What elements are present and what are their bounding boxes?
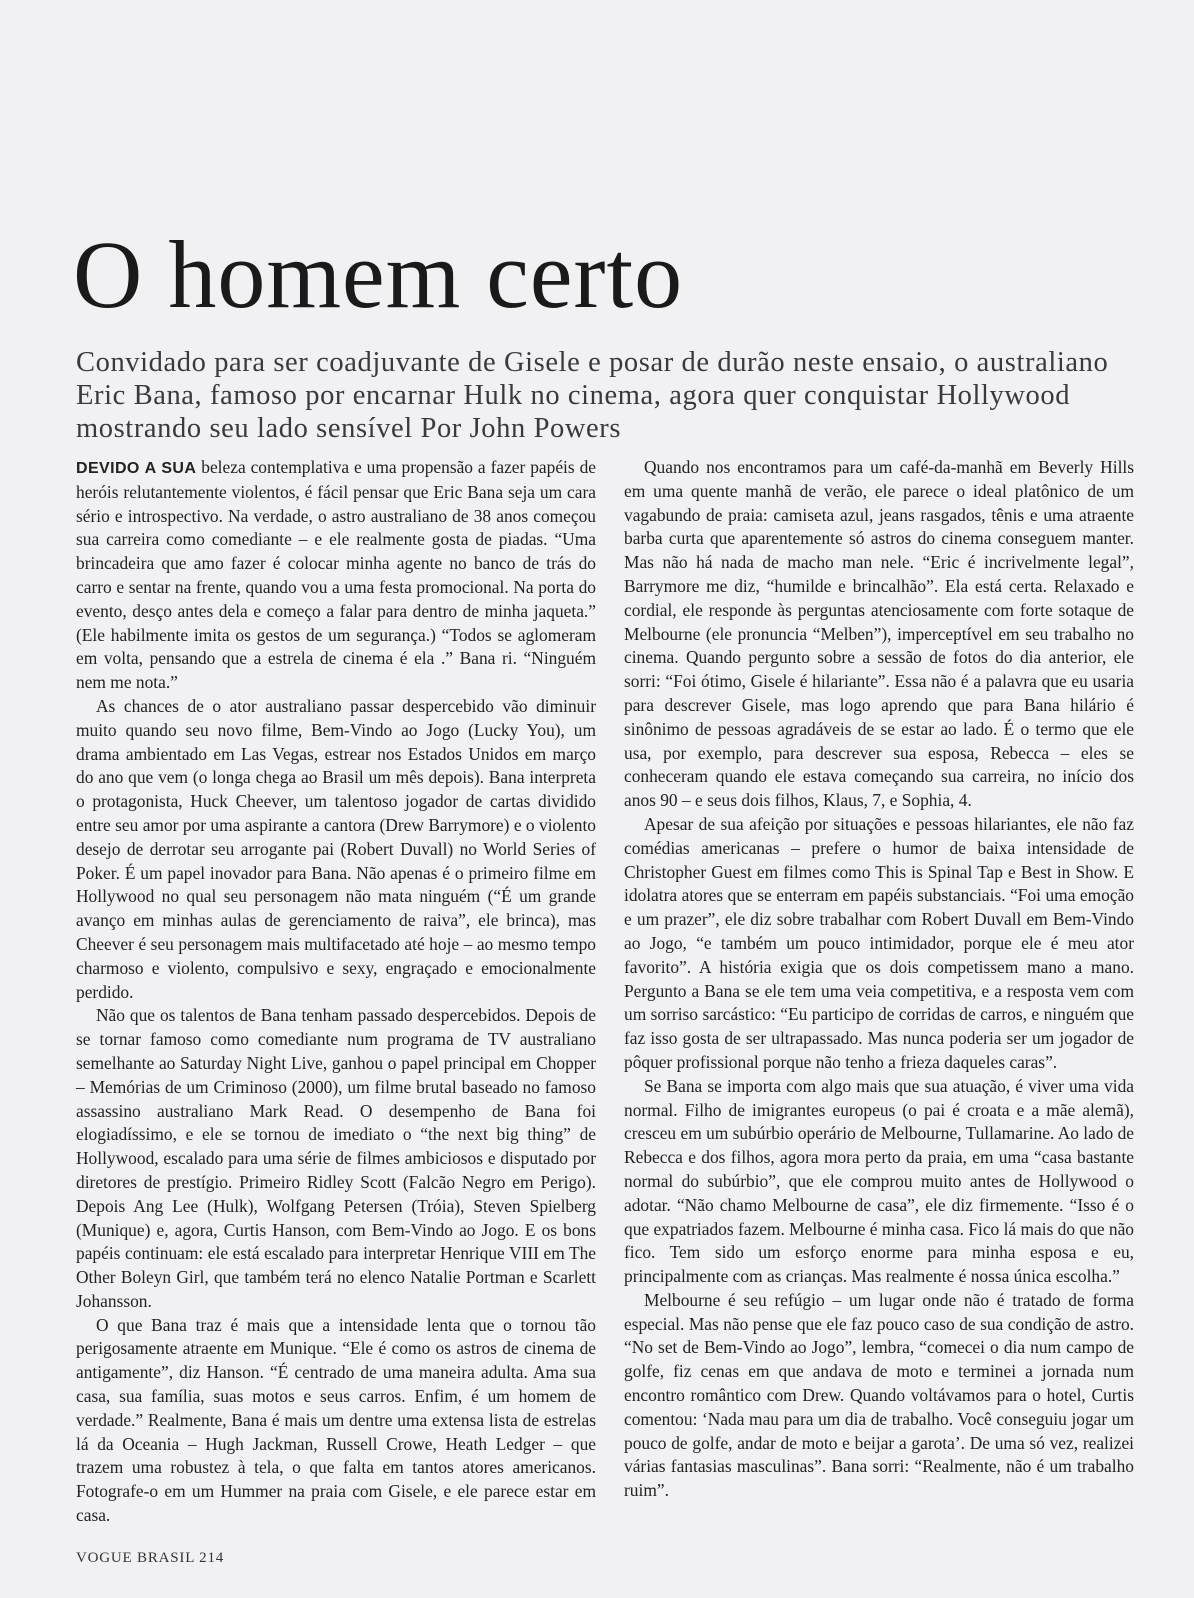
article-standfirst: Convidado para ser coadjuvante de Gisele e posar de durão neste ensaio, o australiano Eric Bana, famoso por encarnar Hulk no cinema, agora quer conquistar Hollywood mostrando seu lado sensível Por John Powers: [76, 347, 1109, 444]
lead-in: DEVIDO A SUA: [76, 460, 197, 477]
body-paragraph: DEVIDO A SUA beleza contemplativa e uma propensão a fazer papéis de heróis relutantemente violentos, é fácil pensar que Eric Bana seja um cara sério e introspectivo. Na verdade, o astro australiano de 38 anos começou sua carreira como comediante – e ele realmente gosta de piadas. “Uma brincadeira que amo fazer é colocar minha agente no banco de trás do carro e sentar na frente, quando vou a uma festa promocional. Na porta do evento, desço antes dela e começo a falar para dentro de minha jaqueta.” (Ele habilmente imita os gestos de um segurança.) “Todos se aglomeram em volta, pensando que a estrela de cinema é ela .” Bana ri. “Ninguém nem me nota.”: [76, 457, 596, 693]
page-folio: VOGUE BRASIL 214: [76, 1550, 225, 1566]
body-paragraph: Não que os talentos de Bana tenham passado despercebidos. Depois de se tornar famoso como comediante num programa de TV australiano semelhante ao Saturday Night Live, ganhou o papel principal em Chopper – Memórias de um Criminoso (2000), um filme brutal baseado no famoso assassino australiano Mark Read. O desempenho de Bana foi elogiadíssimo, e ele se tornou de imediato o “the next big thing” de Hollywood, escalado para uma série de filmes ambiciosos e disputado por diretores de prestígio. Primeiro Ridley Scott (Falcão Negro em Perigo). Depois Ang Lee (Hulk), Wolfgang Petersen (Tróia), Steven Spielberg (Munique) e, agora, Curtis Hanson, com Bem-Vindo ao Jogo. E os bons papéis continuam: ele está escalado para interpretar Henrique VIII em The Other Boleyn Girl, que também terá no elenco Natalie Portman e Scarlett Johansson.: [76, 1005, 596, 1311]
body-paragraph: Quando nos encontramos para um café-da-manhã em Beverly Hills em uma quente manhã de verão, ele parece o ideal platônico de um vagabundo de praia: camiseta azul, jeans rasgados, tênis e uma atraente barba curta que aparentemente só astros do cinema conseguem manter. Mas não há nada de macho man nele. “Eric é incrivelmente legal”, Barrymore me diz, “humilde e brincalhão”. Ela está certa. Relaxado e cordial, ele responde às perguntas atenciosamente com forte sotaque de Melbourne (ele pronuncia “Melben”), imperceptível em seu trabalho no cinema. Quando pergunto sobre a sessão de fotos do dia anterior, ele sorri: “Foi ótimo, Gisele é hilariante”. Essa não é a palavra que eu usaria para descrever Gisele, mas logo aprendo que para Bana hilário é sinônimo de pessoas agradáveis de se estar ao lado. É o termo que ele usa, por exemplo, para descrever sua esposa, Rebecca – eles se conheceram quando ele estava começando sua carreira, no início dos anos 90 – e seus dois filhos, Klaus, 7, e Sophia, 4.: [624, 457, 1134, 811]
body-column-right: [624, 456, 1134, 1536]
body-paragraph: Melbourne é seu refúgio – um lugar onde não é tratado de forma especial. Mas não pense que ele faz pouco caso de sua condição de astro. “No set de Bem-Vindo ao Jogo”, lembra, “comecei o dia num campo de golfe, fiz cenas em que andava de moto e terminei a jornada num encontro romântico com Drew. Quando voltávamos para o hotel, Curtis comentou: ‘Nada mau para um dia de trabalho. Você conseguiu jogar um pouco de golfe, andar de moto e beijar a garota’. De uma só vez, realizei várias fantasias masculinas”. Bana sorri: “Realmente, não é um trabalho ruim”.: [624, 1289, 1134, 1501]
body-paragraph: Apesar de sua afeição por situações e pessoas hilariantes, ele não faz comédias americanas – prefere o humor de baixa intensidade de Christopher Guest em filmes como This is Spinal Tap e Best in Show. E idolatra atores que se enterram em papéis substanciais. “Foi uma emoção e um prazer”, ele diz sobre trabalhar com Robert Duvall em Bem-Vindo ao Jogo, “e também um pouco intimidador, porque ele é meu ator favorito”. A história exigia que os dois competissem mano a mano. Pergunto a Bana se ele tem uma veia competitiva, e a resposta vem com um sorriso sarcástico: “Eu participo de corridas de carros, e ninguém que faz isso gosta de ser ultrapassado. Mas nunca poderia ser um jogador de pôquer profissional porque não tenho a frieza daqueles caras”.: [624, 813, 1134, 1072]
body-paragraph: O que Bana traz é mais que a intensidade lenta que o tornou tão perigosamente atraente em Munique. “Ele é como os astros de cinema de antigamente”, diz Hanson. “É centrado de uma maneira adulta. Ama sua casa, sua família, suas motos e seus carros. Enfim, é um homem de verdade.” Realmente, Bana é mais um dentre uma extensa lista de estrelas lá da Oceania – Hugh Jackman, Russell Crowe, Heath Ledger – que trazem uma robustez à tela, o que falta em tantos atores americanos. Fotografe-o em um Hummer na praia com Gisele, e ele parece estar em casa.: [76, 1314, 596, 1526]
body-paragraph: Se Bana se importa com algo mais que sua atuação, é viver uma vida normal. Filho de imigrantes europeus (o pai é croata e a mãe alemã), cresceu em um subúrbio operário de Melbourne, Tullamarine. Ao lado de Rebecca e dos filhos, agora mora perto da praia, em uma “casa bastante normal do subúrbio”, que ele comprou muito antes de Hollywood o adotar. “Não chamo Melbourne de casa”, ele diz firmemente. “Isso é o que expatriados fazem. Melbourne é minha casa. Fico lá mais do que não fico. Tem sido um esforço enorme para minha esposa e eu, principalmente com as crianças. Mas realmente é nossa única escolha.”: [624, 1075, 1134, 1287]
article-body: [76, 456, 1134, 1536]
body-column-left: [76, 456, 596, 1536]
body-paragraph: As chances de o ator australiano passar despercebido vão diminuir muito quando seu novo filme, Bem-Vindo ao Jogo (Lucky You), um drama ambientado em Las Vegas, estrear nos Estados Unidos em março do ano que vem (o longa chega ao Brasil um mês depois). Bana interpreta o protagonista, Huck Cheever, um talentoso jogador de cartas dividido entre seu amor por uma aspirante a cantora (Drew Barrymore) e o violento desejo de derrotar seu arrogante pai (Robert Duvall) no World Series of Poker. É um papel inovador para Bana. Não apenas é o primeiro filme em Hollywood no qual seu personagem não mata ninguém (“É um grande avanço em minhas aulas de gerenciamento de raiva”, ele brinca), mas Cheever é seu personagem mais multifacetado até hoje – ao mesmo tempo charmoso e violento, compulsivo e sexy, engraçado e emocionalmente perdido.: [76, 695, 596, 1002]
article-title: O homem certo: [73, 221, 684, 328]
